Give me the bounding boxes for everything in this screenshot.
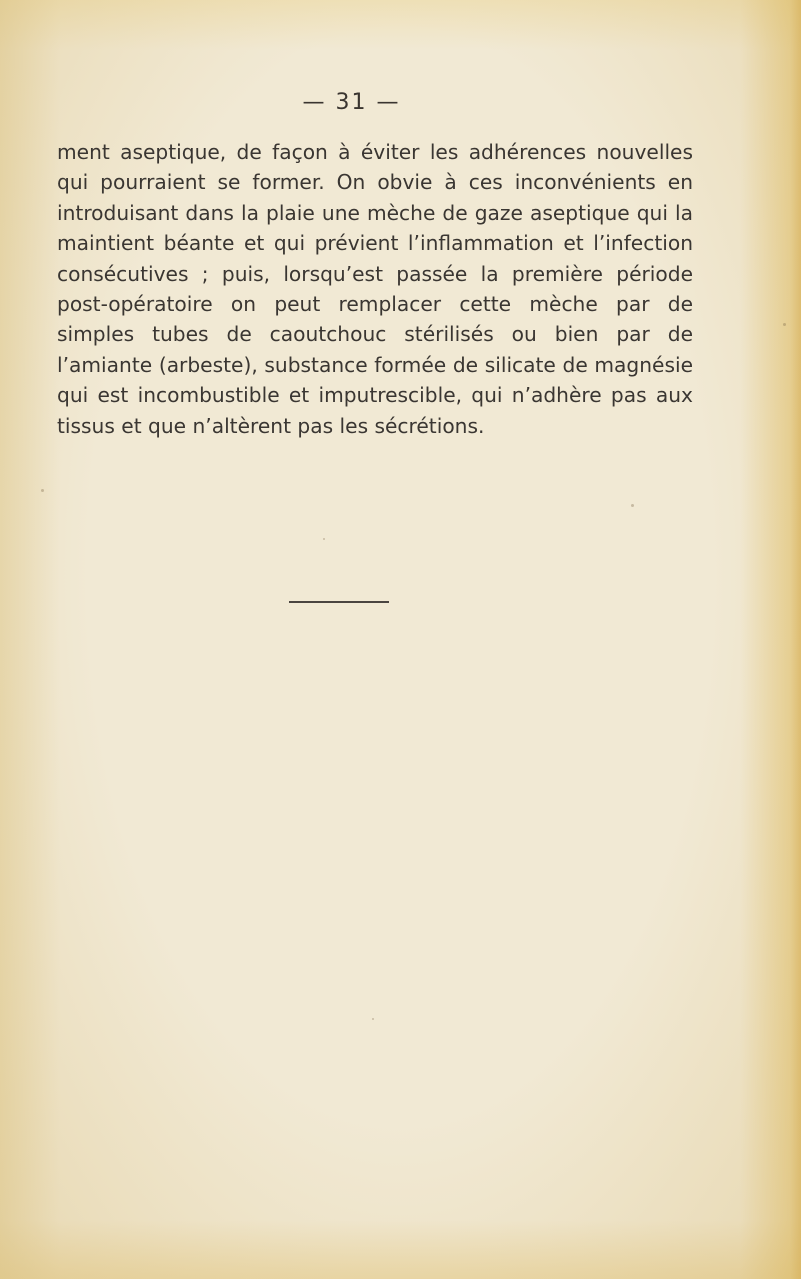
section-divider — [289, 601, 389, 603]
body-paragraph: ment aseptique, de façon à éviter les adhérences nouvelles qui pourraient se former. On obvie à ces inconvénients en introduisant dans la plaie une mèche de gaze aseptique qui la maintient béante et qui prévient l’inflammation et l’infection consécutives ; puis, lorsqu’est passée la première période post-opératoire on peut remplacer cette mèche par de simples tubes de caoutchouc stérilisés ou bien par de l’amiante (arbeste), substance formée de silicate de magnésie qui est incombustible et imputrescible, qui n’adhère pas aux tissus et que n’altèrent pas les sécrétions. — [57, 140, 693, 438]
paper-speck — [631, 504, 634, 507]
paper-speck — [372, 1018, 374, 1020]
paper-speck — [783, 323, 786, 326]
paper-speck — [323, 538, 325, 540]
paper-speck — [41, 489, 44, 492]
page-number: — 31 — — [302, 90, 401, 115]
